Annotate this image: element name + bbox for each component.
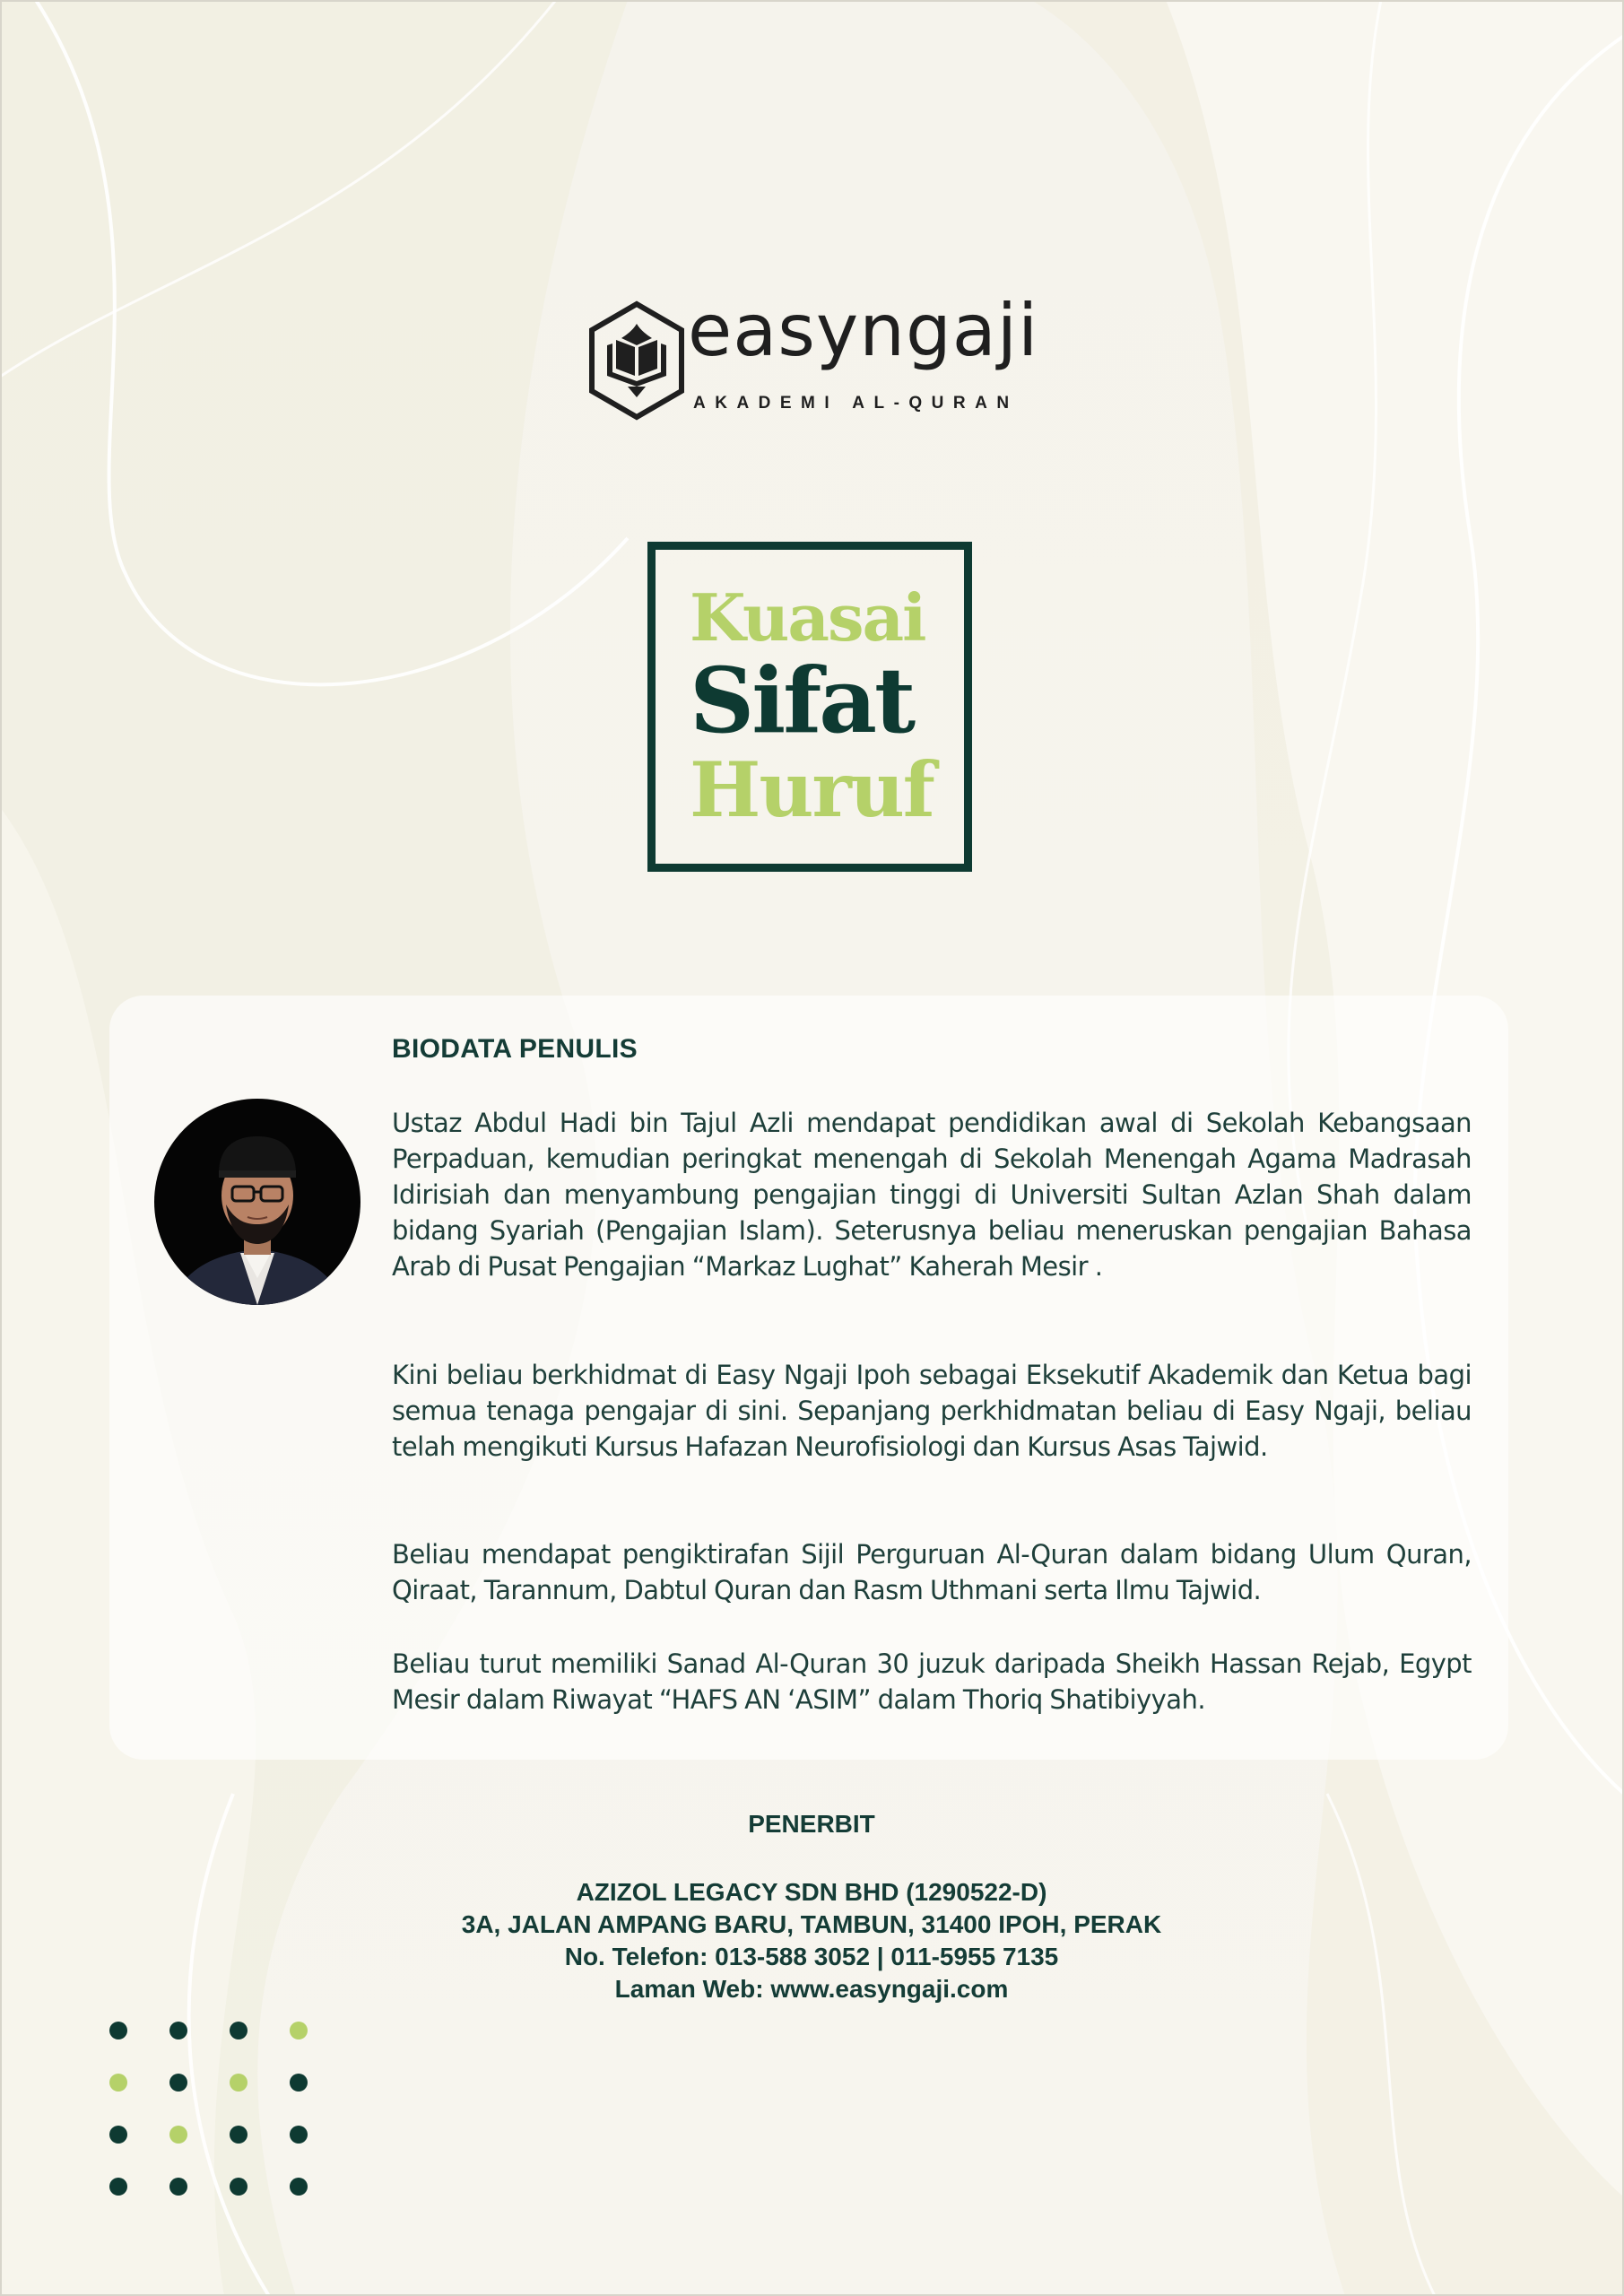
decorative-dot <box>230 2178 248 2196</box>
bio-paragraph: Beliau turut memiliki Sanad Al-Quran 30 juzuk daripada Sheikh Hassan Rejab, Egypt Mesir dalam Riwayat “HAFS AN ‘ASIM” dalam Thoriq Shatibiyyah. <box>392 1648 1472 1715</box>
bio-heading: BIODATA PENULIS <box>392 1034 638 1064</box>
decorative-dot <box>109 2022 127 2039</box>
decorative-dot <box>290 2022 308 2039</box>
decorative-dot-grid <box>106 2020 321 2199</box>
decorative-dot <box>290 2126 308 2144</box>
publisher-company: AZIZOL LEGACY SDN BHD (1290522-D) <box>576 1878 1047 1906</box>
publisher-website: Laman Web: www.easyngaji.com <box>614 1975 1009 2003</box>
decorative-dot <box>230 2074 248 2092</box>
decorative-dot <box>230 2022 248 2039</box>
quran-book-hexagon-icon <box>587 300 686 421</box>
decorative-dot <box>109 2074 127 2092</box>
title-line-sifat: Sifat <box>690 648 914 753</box>
bio-paragraph: Beliau mendapat pengiktirafan Sijil Perguruan Al-Quran dalam bidang Ulum Quran, Qiraat, Tarannum, Dabtul Quran dan Rasm Uthmani serta Ilmu Tajwid. <box>392 1539 1472 1605</box>
publisher-address: 3A, JALAN AMPANG BARU, TAMBUN, 31400 IPOH, PERAK <box>461 1910 1162 1938</box>
publisher-heading: PENERBIT <box>748 1810 875 1838</box>
decorative-dot <box>169 2126 187 2144</box>
logo-wordmark: easyngaji <box>688 289 1039 372</box>
logo-tagline: AKADEMI AL-QURAN <box>693 394 1019 413</box>
title-line-kuasai: Kuasai <box>690 579 925 656</box>
decorative-dot <box>109 2178 127 2196</box>
decorative-dot <box>290 2074 308 2092</box>
author-photo <box>154 1099 360 1305</box>
decorative-dot <box>169 2074 187 2092</box>
bio-paragraph: Kini beliau berkhidmat di Easy Ngaji Ipoh sebagai Eksekutif Akademik dan Ketua bagi semua tenaga pengajar di sini. Sepanjang perkhidmatan beliau di Easy Ngaji, beliau telah mengikuti Kursus Hafazan Neurofisiologi dan Kursus Asas Tajwid. <box>392 1360 1472 1462</box>
brand-logo <box>587 289 1039 426</box>
decorative-dot <box>230 2126 248 2144</box>
decorative-dot <box>169 2178 187 2196</box>
decorative-dot <box>169 2022 187 2039</box>
decorative-dot <box>109 2126 127 2144</box>
decorative-dot <box>290 2178 308 2196</box>
book-title-box <box>647 542 972 872</box>
publisher-phone: No. Telefon: 013-588 3052 | 011-5955 7135 <box>564 1943 1059 1970</box>
title-line-huruf: Huruf <box>690 745 934 834</box>
bio-paragraph: Ustaz Abdul Hadi bin Tajul Azli mendapat pendidikan awal di Sekolah Kebangsaan Perpaduan, kemudian peringkat menengah di Sekolah Menengah Agama Madrasah Idirisiah dan menyambung pengajian tinggi di Universiti Sultan Azlan Shah dalam bidang Syariah (Pengajian Islam). Seterusnya beliau meneruskan pengajian Bahasa Arab di Pusat Pengajian “Markaz Lughat” Kaherah Mesir . <box>392 1108 1472 1282</box>
